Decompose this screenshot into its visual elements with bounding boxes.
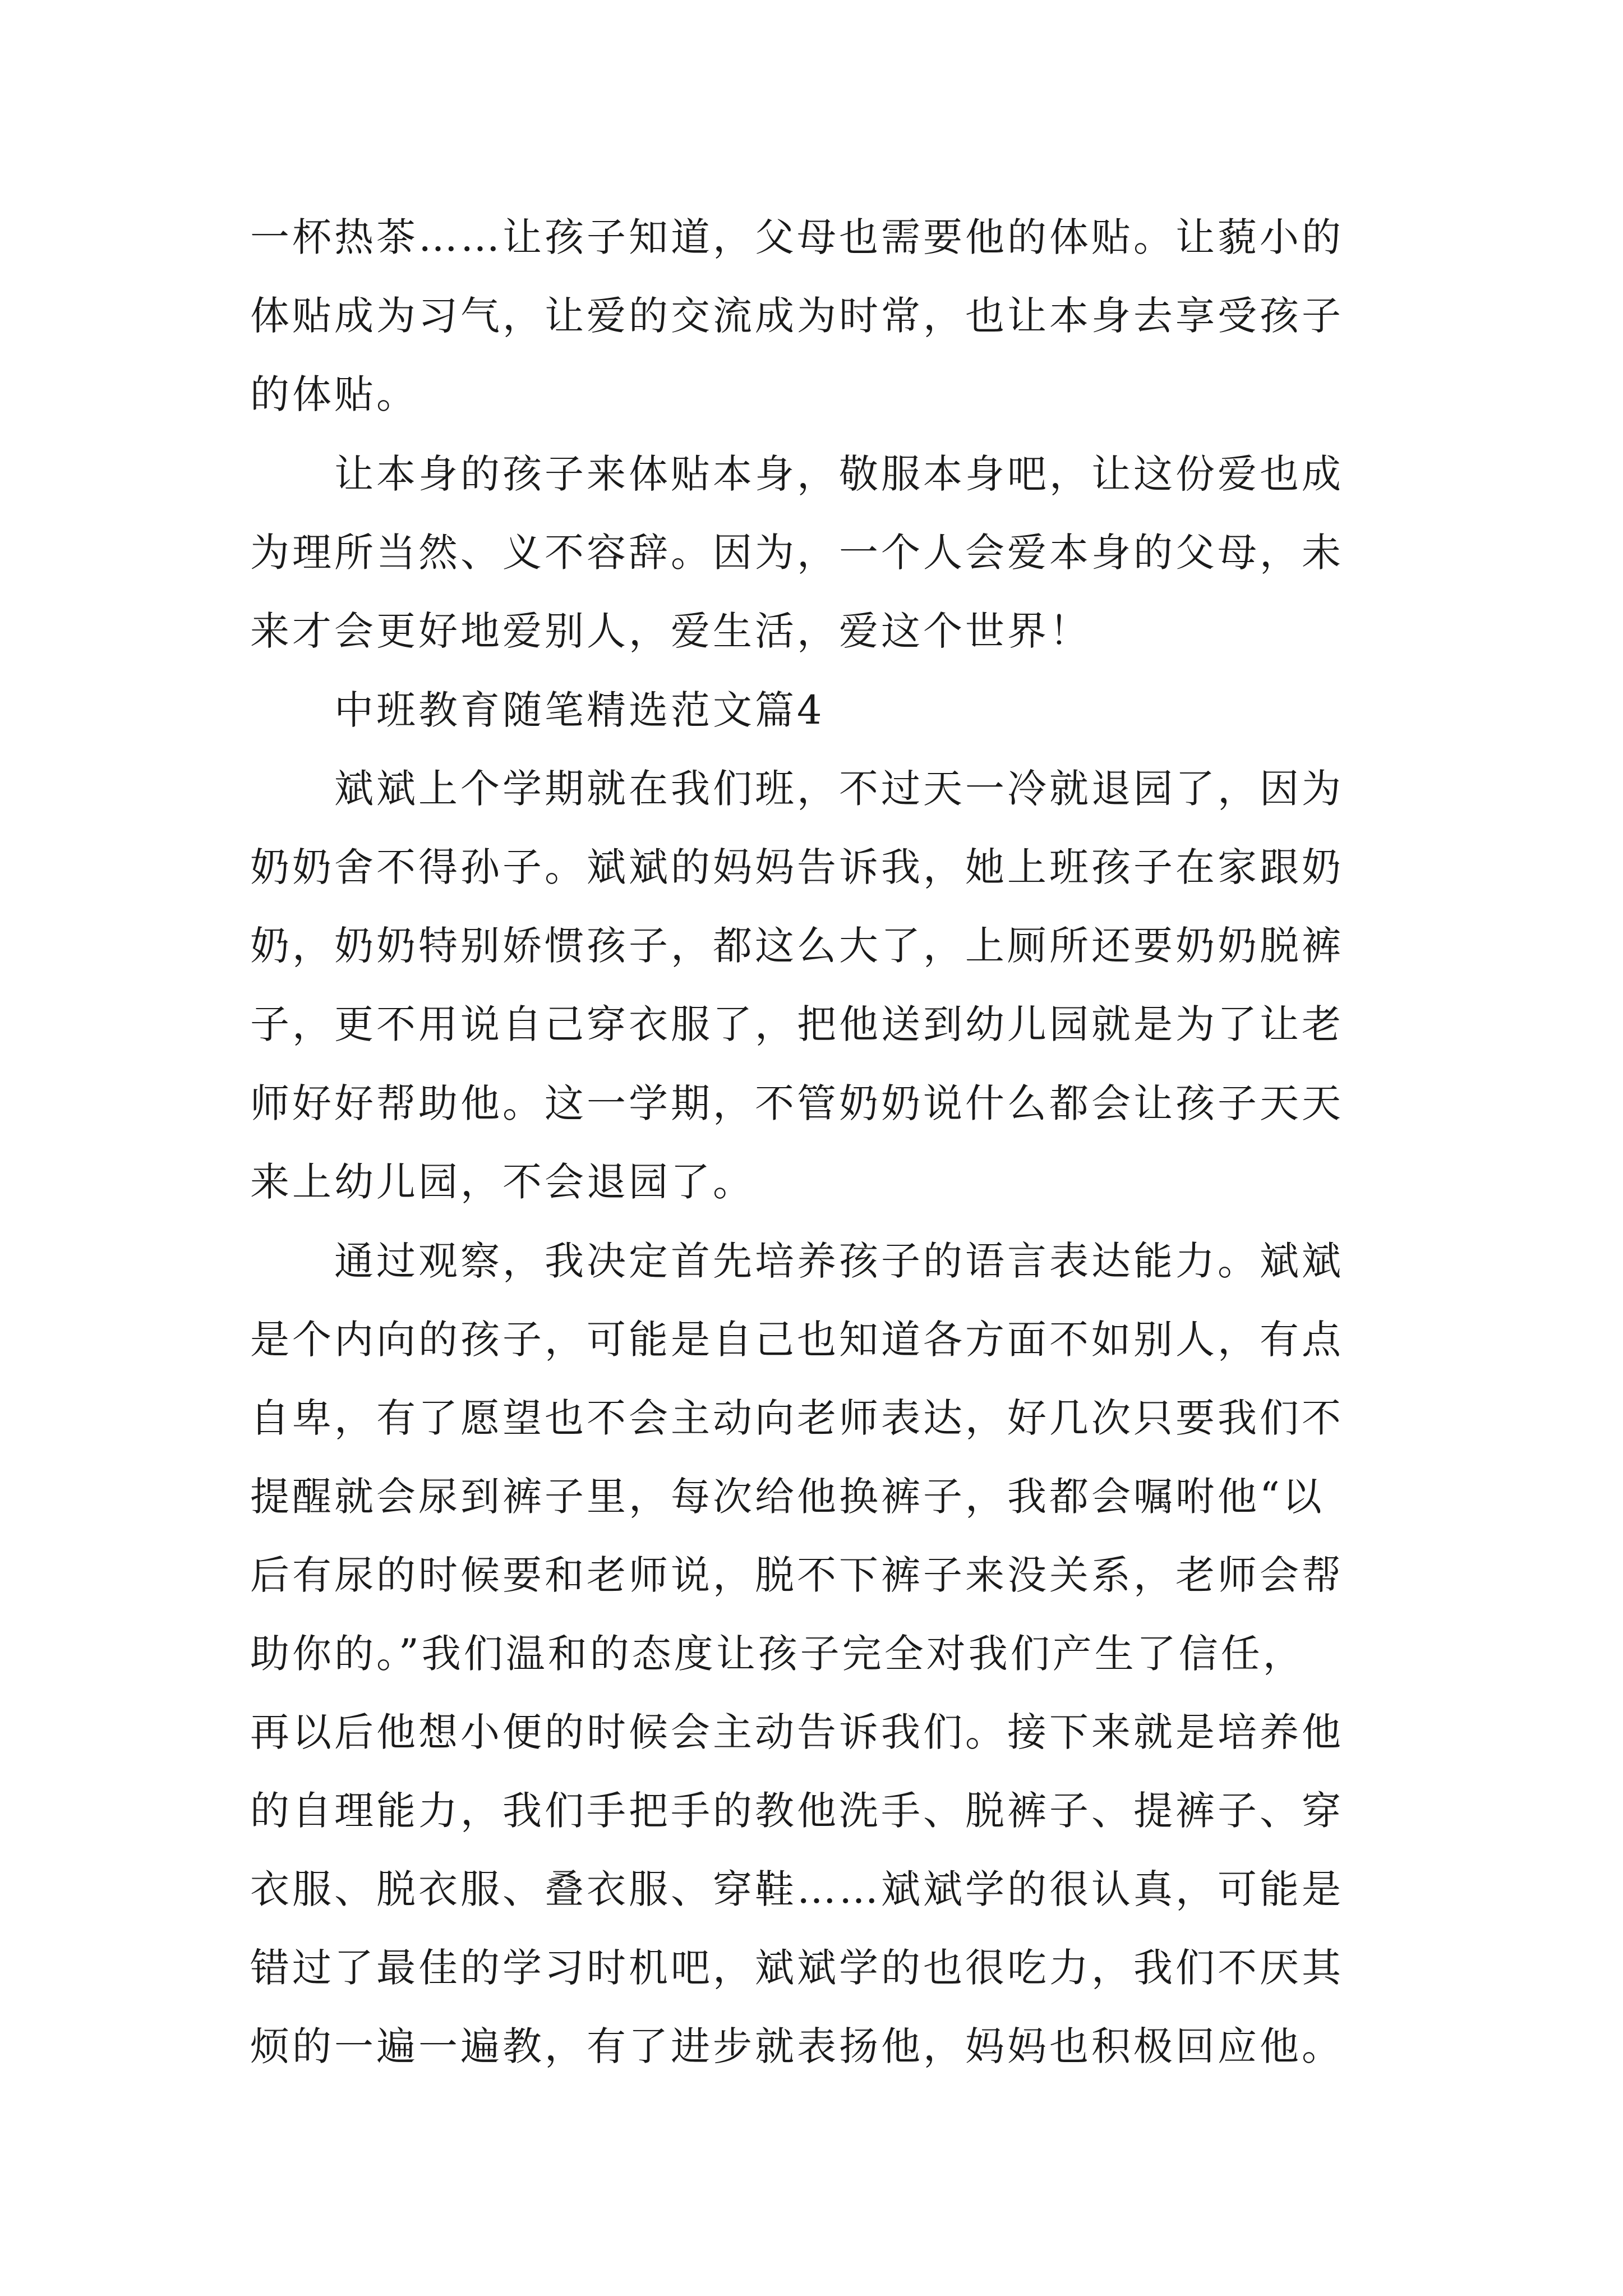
text-line: 再以后他想小便的时候会主动告诉我们。接下来就是培养他 bbox=[250, 1709, 1344, 1755]
text-line: 提醒就会尿到裤子里，每次给他换裤子，我都会嘱咐他“以 bbox=[250, 1474, 1325, 1520]
text-line: 错过了最佳的学习时机吧，斌斌学的也很吃力，我们不厌其 bbox=[250, 1945, 1344, 1991]
text-line: 为理所当然、义不容辞。因为，一个人会爱本身的父母，未 bbox=[250, 530, 1344, 576]
section-heading: 中班教育随笔精选范文篇4 bbox=[334, 687, 825, 733]
text-line: 的体贴。 bbox=[250, 371, 418, 417]
text-line: 来才会更好地爱别人，爱生活，爱这个世界！ bbox=[250, 608, 1091, 654]
text-line: 通过观察，我决定首先培养孩子的语言表达能力。斌斌 bbox=[334, 1238, 1344, 1284]
text-line: 烦的一遍一遍教，有了进步就表扬他，妈妈也积极回应他。 bbox=[250, 2023, 1344, 2069]
text-line: 奶奶舍不得孙子。斌斌的妈妈告诉我，她上班孩子在家跟奶 bbox=[250, 844, 1344, 890]
text-line: 来上幼儿园，不会退园了。 bbox=[250, 1159, 755, 1205]
text-line: 衣服、脱衣服、叠衣服、穿鞋……斌斌学的很认真，可能是 bbox=[250, 1866, 1344, 1912]
text-line: 斌斌上个学期就在我们班，不过天一冷就退园了，因为 bbox=[334, 766, 1344, 812]
text-line: 子，更不用说自己穿衣服了，把他送到幼儿园就是为了让老 bbox=[250, 1001, 1344, 1047]
text-line: 让本身的孩子来体贴本身，敬服本身吧，让这份爱也成 bbox=[334, 451, 1344, 497]
text-line: 师好好帮助他。这一学期，不管奶奶说什么都会让孩子天天 bbox=[250, 1080, 1344, 1126]
text-line: 一杯热茶……让孩子知道，父母也需要他的体贴。让藐小的 bbox=[250, 214, 1344, 260]
text-line: 的自理能力，我们手把手的教他洗手、脱裤子、提裤子、穿 bbox=[250, 1788, 1344, 1834]
text-line: 是个内向的孩子，可能是自己也知道各方面不如别人，有点 bbox=[250, 1317, 1344, 1363]
text-line: 自卑，有了愿望也不会主动向老师表达，好几次只要我们不 bbox=[250, 1395, 1344, 1441]
text-line: 体贴成为习气，让爱的交流成为时常，也让本身去享受孩子 bbox=[250, 293, 1344, 339]
text-line: 奶，奶奶特别娇惯孩子，都这么大了，上厕所还要奶奶脱裤 bbox=[250, 923, 1344, 969]
text-line: 助你的。”我们温和的态度让孩子完全对我们产生了信任， bbox=[250, 1631, 1305, 1677]
text-line: 后有尿的时候要和老师说，脱不下裤子来没关系，老师会帮 bbox=[250, 1552, 1344, 1598]
